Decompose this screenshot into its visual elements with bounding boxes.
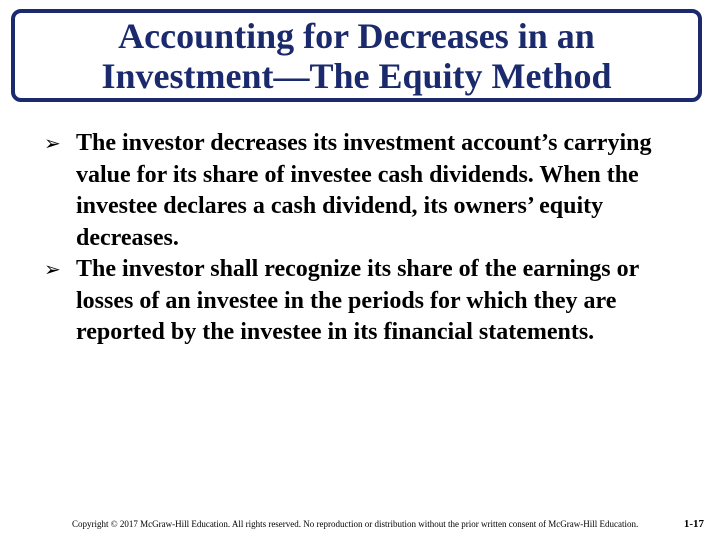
slide-title-line-2: Investment—The Equity Method bbox=[101, 55, 612, 96]
bullet-item bbox=[44, 128, 694, 254]
slide-title-line-1: Accounting for Decreases in an bbox=[118, 15, 595, 56]
copyright-footer: Copyright © 2017 McGraw-Hill Education. All rights reserved. No reproduction or distribution without the prior written consent of McGraw-Hill Education. bbox=[72, 519, 639, 529]
title-box bbox=[11, 9, 702, 102]
bullet-text: The investor shall recognize its share of the earnings or losses of an investee in the periods for which they are reported by the investee in its financial statements. bbox=[76, 256, 639, 345]
bullet-list bbox=[44, 128, 694, 349]
bullet-text: The investor decreases its investment account’s carrying value for its share of investee cash dividends. When the investee declares a cash dividend, its owners’ equity decreases. bbox=[76, 130, 652, 251]
arrow-bullet-icon: ➢ bbox=[44, 131, 61, 155]
arrow-bullet-icon: ➢ bbox=[44, 257, 61, 281]
page-number: 1-17 bbox=[683, 518, 704, 530]
bullet-item bbox=[44, 254, 694, 349]
